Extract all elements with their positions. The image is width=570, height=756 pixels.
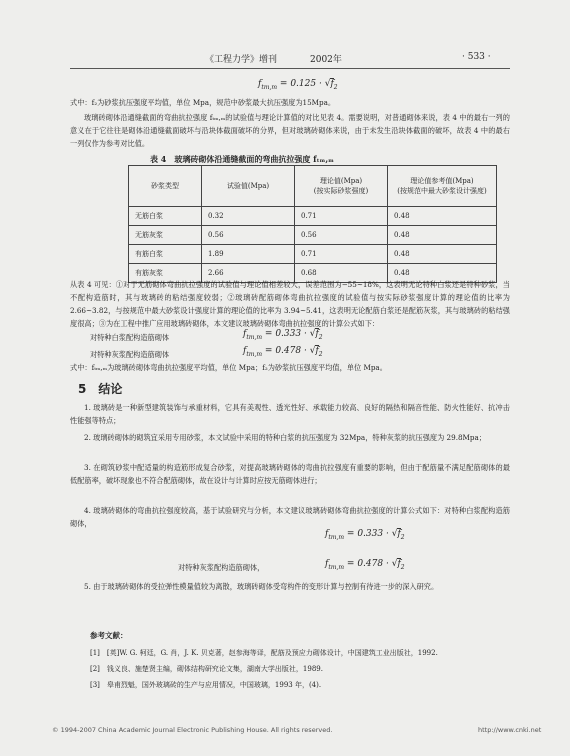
copyright-footer: © 1994-2007 China Academic Journal Electronic Publishing House. All rights reserved.	[52, 726, 333, 734]
table-header-cell: 理论值(Mpa) (按实际砂浆强度)	[295, 166, 388, 207]
references-heading: 参考文献：	[90, 631, 128, 640]
para-discussion: 从表 4 可见：①对于无筋砌体弯曲抗拉强度的试验值与理论值相差较大，误差范围为−55~18%，这表明无论特种白浆还是特种砂浆，当不配构造筋时，其与玻璃砖的粘结强度较弱；②玻璃砖配筋砌体弯曲抗拉强度的试验值与按实际砂浆强度计算的理论值的比率为 2.66~3.82，与按规范中最大砂浆设计强度计算的理论值的比率为 3.94~5.41，这表明无论配筋白浆还是配筋灰浆，其与玻璃砖的粘结强度很高；③为在工程中推广应用玻璃砖砌体，本文建议玻璃砖砌体弯曲抗拉强度的计算公式如下：	[70, 280, 510, 328]
table-cell: 无筋白浆	[129, 207, 202, 226]
formula-top: $f_{tm,m} = 0.125 \cdot √f_2$	[258, 79, 338, 91]
table-cell: 0.71	[295, 245, 388, 264]
page-number: · 533 ·	[462, 52, 491, 62]
table-cell: 0.68	[295, 264, 388, 283]
table-caption: 表 4 玻璃砖砌体沿通缝截面的弯曲抗拉强度 fₜₘ,ₘ	[150, 154, 334, 164]
table-cell: 0.56	[295, 226, 388, 245]
reference-item: [2] 钱义良、施楚贤主编，砌体结构研究论文集，湖南大学出版社，1989.	[90, 665, 323, 673]
table-row	[129, 226, 497, 245]
reference-item: [3] 皋甫烈魁，国外玻璃砖的生产与应用情况，中国玻璃，1993 年，(4).	[90, 681, 322, 689]
table-header-cell: 理论值参考值(Mpa) (按规范中最大砂浆设计强度)	[388, 166, 497, 207]
table-header-cell: 试验值(Mpa)	[202, 166, 295, 207]
formula-a: $f_{tm,m} = 0.333 \cdot √f_2$	[243, 329, 323, 341]
table-cell: 有筋灰浆	[129, 264, 202, 283]
table-header-cell: 砂浆类型	[129, 166, 202, 207]
table-cell: 0.71	[295, 207, 388, 226]
cnki-url: http://www.cnki.net	[478, 726, 542, 734]
conclusion-formula-b-label: 对特种灰浆配构造筋砌体，	[178, 563, 265, 572]
table-cell: 有筋白浆	[129, 245, 202, 264]
section-heading: 5 结论	[78, 382, 123, 396]
table-cell: 0.56	[202, 226, 295, 245]
table-row	[129, 245, 497, 264]
table-row	[129, 207, 497, 226]
table-header-row	[129, 166, 497, 207]
conclusion-formula-b: $f_{tm,m} = 0.478 \cdot √f_2$	[325, 559, 405, 571]
journal-name: 《工程力学》增刊	[205, 55, 278, 65]
para-table-intro: 玻璃砖砌体沿通缝截面的弯曲抗拉强度 fₜₘ,ₘ的试验值与理论计算值的对比见表 4。需要说明，对普通砌体来说，表 4 中的最右一列的意义在于它往往是砌体沿通缝截面破坏与沿块体截面破坏的分界，但对玻璃砖砌体来说，由于未发生沿块体截面的破坏，故表 4 中的最右一列仅作为参考对比值。	[70, 113, 510, 148]
table-cell: 1.89	[202, 245, 295, 264]
table-cell: 0.48	[388, 264, 497, 283]
header-rule	[70, 68, 510, 69]
table-cell: 0.48	[388, 245, 497, 264]
table-cell: 0.32	[202, 207, 295, 226]
formula-top-explanation: 式中：f₂为砂浆抗压强度平均值，单位 Mpa，规范中砂浆最大抗压强度为15Mpa。	[70, 98, 336, 107]
table-cell: 0.48	[388, 226, 497, 245]
conclusion-3: 3. 在砌筑砂浆中配适量的构造筋形成复合砂浆，对提高玻璃砖砌体的弯曲抗拉强度有重要的影响，但由于配筋量不满足配筋砌体的最低配筋率，破坏现象也不符合配筋砌体，故在设计与计算时应按无筋砌体进行；	[70, 463, 510, 485]
conclusion-5: 5. 由于玻璃砖砌体的受拉弹性模量值较为离散，玻璃砖砌体受弯构件的变形计算与控制有待进一步的深入研究。	[84, 582, 439, 591]
conclusion-formula-a: $f_{tm,m} = 0.333 \cdot √f_2$	[325, 529, 405, 541]
formula-b-explanation: 式中：fₜₘ,ₘ为玻璃砖砌体弯曲抗拉强度平均值，单位 Mpa；f₂为砂浆抗压强度平均值，单位 Mpa。	[70, 363, 387, 372]
formula-b: $f_{tm,m} = 0.478 \cdot √f_2$	[243, 346, 323, 358]
table-cell: 2.66	[202, 264, 295, 283]
conclusion-1: 1. 玻璃砖是一种新型建筑装饰与承重材料，它具有美观性、透光性好、承载能力较高、良好的隔热和隔音性能、防火性能好、抗冲击性能强等特点；	[70, 403, 510, 425]
reference-item: [1] [英]W. G. 柯廷，G. 肖，J. K. 贝克著，赵参海等译，配筋及预应力砌体设计，中国建筑工业出版社，1992.	[90, 649, 438, 657]
conclusion-4: 4. 玻璃砖砌体的弯曲抗拉强度较高，基于试验研究与分析，本文建议玻璃砖砌体弯曲抗拉强度的计算公式如下：对特种白浆配构造筋砌体，	[70, 506, 510, 528]
table-cell: 无筋灰浆	[129, 226, 202, 245]
journal-year: 2002年	[310, 55, 342, 65]
table-cell: 0.48	[388, 207, 497, 226]
conclusion-2: 2. 玻璃砖砌体的砌筑宜采用专用砂浆，本文试验中采用的特种白浆的抗压强度为 32Mpa，特种灰浆的抗压强度为 29.8Mpa；	[84, 433, 486, 442]
results-table	[128, 165, 497, 283]
formula-a-label: 对特种白浆配构造筋砌体	[90, 333, 170, 342]
formula-b-label: 对特种灰浆配构造筋砌体	[90, 350, 170, 359]
